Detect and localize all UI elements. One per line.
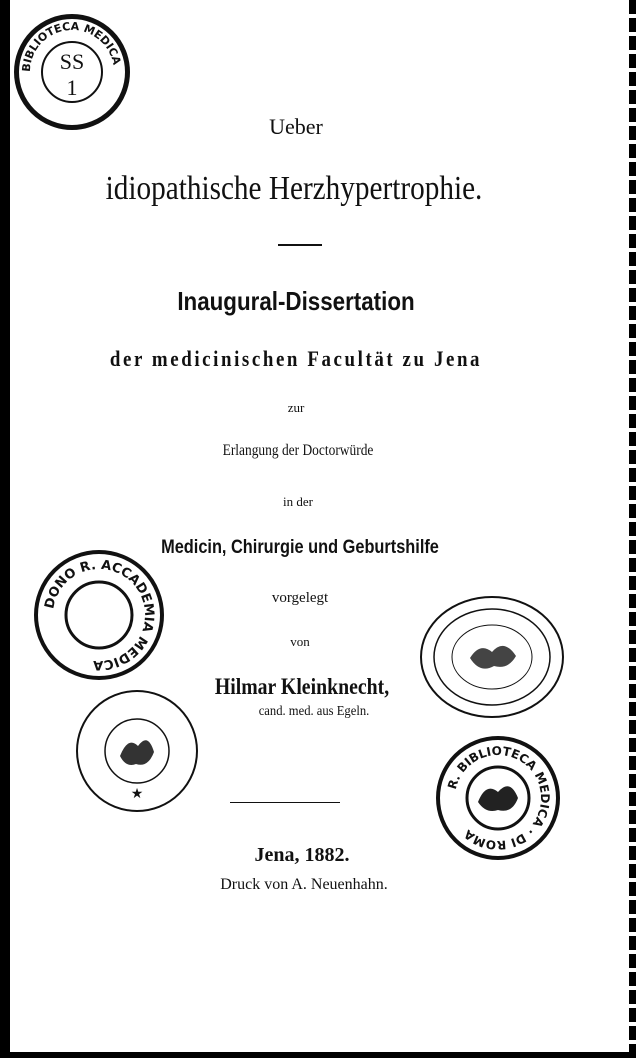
dissertation-type: Inaugural-Dissertation (177, 286, 415, 316)
main-title: idiopathische Herzhypertrophie. (105, 170, 483, 207)
page-left-edge (0, 0, 10, 1058)
dono-accademia-stamp (34, 550, 164, 680)
title-divider (278, 244, 322, 246)
printer-line: Druck von A. Neuenhahn. (220, 876, 388, 893)
place-and-year: Jena, 1882. (254, 844, 350, 866)
von-word: von (290, 634, 310, 649)
purpose-line: Erlangung der Doctorwürde (222, 442, 374, 459)
author-detail: cand. med. aus Egeln. (258, 704, 370, 719)
title-ueber: Ueber (269, 114, 323, 139)
svg-text:★: ★ (130, 786, 144, 802)
vorgelegt-word: vorgelegt (271, 590, 329, 606)
shelfmark-stamp-line1: SS (59, 49, 85, 74)
faculty-line: der medicinischen Facultät zu Jena (109, 346, 483, 371)
shelfmark-stamp-line2: 1 (66, 75, 78, 100)
fields-line: Medicin, Chirurgie und Geburtshilfe (161, 537, 439, 558)
shelfmark-stamp-ring-text: BIBLIOTECA MEDICA (19, 19, 124, 73)
author-name: Hilmar Kleinknecht, (214, 674, 390, 699)
library-shelfmark-stamp (14, 14, 130, 130)
svg-text:DONO R. ACCADEMIA MEDICA (42, 558, 156, 672)
page-right-edge (629, 0, 636, 1058)
page-bottom-edge (0, 1052, 636, 1058)
oval-emblem-stamp (420, 596, 564, 718)
small-emblem-stamp (76, 690, 198, 812)
dono-stamp-ring-text: DONO R. ACCADEMIA MEDICA (42, 557, 157, 673)
biblioteca-medica-roma-stamp (436, 736, 560, 860)
in-der-words: in der (283, 494, 313, 509)
biblioteca-stamp-ring-text: R. BIBLIOTECA MEDICA · DI ROMA (444, 743, 553, 853)
bottom-divider (230, 802, 340, 803)
zur-word: zur (287, 400, 305, 415)
